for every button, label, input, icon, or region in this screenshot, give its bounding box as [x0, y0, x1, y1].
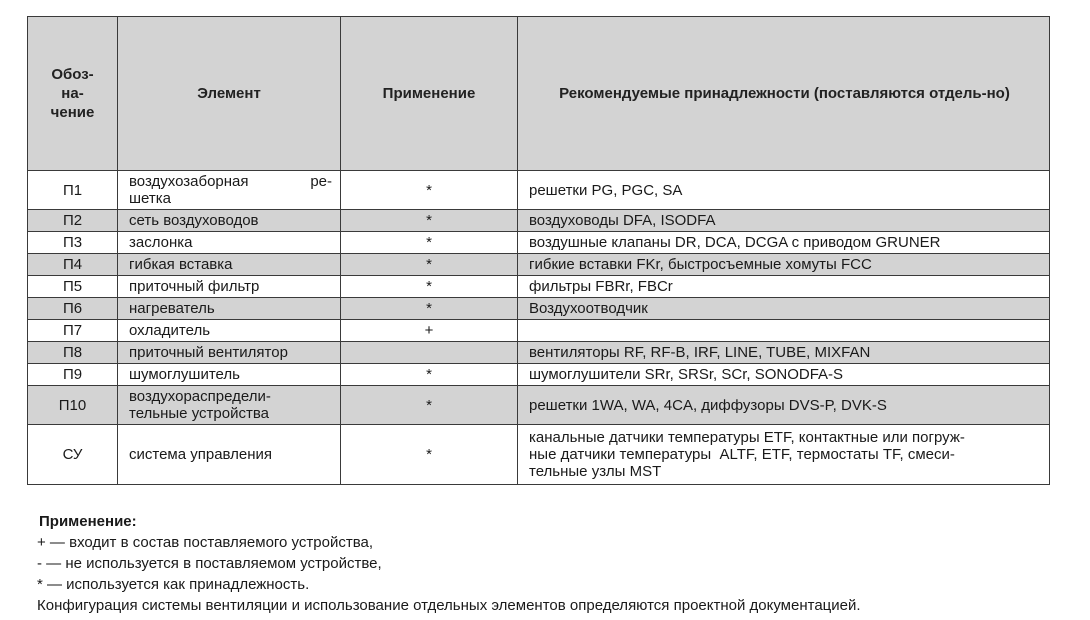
cell-code: П8	[28, 342, 118, 364]
cell-application: *	[341, 386, 518, 425]
legend-line: + — входит в состав поставляемого устройства,	[37, 534, 374, 551]
cell-element-line-1	[129, 173, 332, 190]
cell-element: нагреватель	[118, 298, 341, 320]
legend-note: Конфигурация системы вентиляции и использование отдельных элементов определяются проектной документацией.	[37, 597, 861, 614]
cell-code: П4	[28, 254, 118, 276]
cell-application	[341, 342, 518, 364]
header-accessories: Рекомендуемые принадлежности (поставляются отдель-но)	[518, 17, 1050, 171]
table-row	[28, 232, 1050, 254]
cell-code: П1	[28, 171, 118, 210]
legend	[37, 511, 1037, 616]
table-header-row	[28, 17, 1050, 171]
header-element: Элемент	[118, 17, 341, 171]
cell-application: *	[341, 232, 518, 254]
cell-element-word: ре-	[310, 173, 332, 190]
cell-element-line-1: воздухораспредели-	[129, 388, 271, 405]
components-table-container	[27, 16, 1049, 485]
cell-element-line-2: тельные устройства	[129, 405, 269, 422]
cell-element-word: воздухозаборная	[129, 173, 249, 190]
table-row	[28, 364, 1050, 386]
table-row	[28, 320, 1050, 342]
cell-application: *	[341, 210, 518, 232]
table-row	[28, 298, 1050, 320]
table-row	[28, 342, 1050, 364]
header-code-line-3: чение	[50, 104, 95, 121]
table-row	[28, 425, 1050, 485]
cell-accessories: решетки PG, PGC, SA	[518, 171, 1050, 210]
cell-accessories: воздушные клапаны DR, DCA, DCGA с приводом GRUNER	[518, 232, 1050, 254]
cell-accessories: шумоглушители SRr, SRSr, SCr, SONODFA-S	[518, 364, 1050, 386]
cell-accessories: гибкие вставки FKr, быстросъемные хомуты FCC	[518, 254, 1050, 276]
table-row	[28, 254, 1050, 276]
cell-application: *	[341, 298, 518, 320]
table-row	[28, 386, 1050, 425]
cell-element	[118, 171, 341, 210]
cell-code: П5	[28, 276, 118, 298]
cell-element: охладитель	[118, 320, 341, 342]
cell-application: *	[341, 276, 518, 298]
legend-line: * — используется как принадлежность.	[37, 576, 310, 593]
cell-element: заслонка	[118, 232, 341, 254]
cell-accessories	[518, 320, 1050, 342]
legend-title: Применение:	[39, 513, 137, 530]
cell-accessories-line-3: тельные узлы MST	[529, 463, 662, 480]
table-row	[28, 171, 1050, 210]
table-row	[28, 210, 1050, 232]
cell-accessories-line-2: ные датчики температуры ALTF, ETF, термостаты TF, смеси-	[529, 446, 955, 463]
cell-code: П2	[28, 210, 118, 232]
cell-code: П9	[28, 364, 118, 386]
cell-element: система управления	[118, 425, 341, 485]
cell-code: П7	[28, 320, 118, 342]
cell-element: сеть воздуховодов	[118, 210, 341, 232]
cell-element: гибкая вставка	[118, 254, 341, 276]
cell-element	[118, 386, 341, 425]
table-row	[28, 276, 1050, 298]
components-table	[27, 16, 1050, 485]
cell-application: +	[341, 320, 518, 342]
cell-application: *	[341, 364, 518, 386]
header-application: Применение	[341, 17, 518, 171]
cell-element: приточный вентилятор	[118, 342, 341, 364]
cell-application: *	[341, 425, 518, 485]
cell-accessories: воздуховоды DFA, ISODFA	[518, 210, 1050, 232]
cell-code: П6	[28, 298, 118, 320]
cell-element-line-2: шетка	[129, 190, 171, 207]
cell-element: приточный фильтр	[118, 276, 341, 298]
legend-line: - — не используется в поставляемом устройстве,	[37, 555, 382, 572]
cell-accessories: фильтры FBRr, FBCr	[518, 276, 1050, 298]
cell-code: П10	[28, 386, 118, 425]
cell-accessories: решетки 1WA, WA, 4CA, диффузоры DVS-P, DVK-S	[518, 386, 1050, 425]
cell-accessories	[518, 425, 1050, 485]
header-code-line-2: на-	[61, 85, 84, 102]
cell-accessories: Воздухоотводчик	[518, 298, 1050, 320]
cell-code: СУ	[28, 425, 118, 485]
header-code	[28, 17, 118, 171]
cell-code: П3	[28, 232, 118, 254]
cell-element: шумоглушитель	[118, 364, 341, 386]
header-code-line-1: Обоз-	[51, 66, 94, 83]
cell-accessories: вентиляторы RF, RF-B, IRF, LINE, TUBE, MIXFAN	[518, 342, 1050, 364]
cell-accessories-line-1: канальные датчики температуры ETF, контактные или погруж-	[529, 429, 965, 446]
cell-application: *	[341, 254, 518, 276]
cell-application: *	[341, 171, 518, 210]
